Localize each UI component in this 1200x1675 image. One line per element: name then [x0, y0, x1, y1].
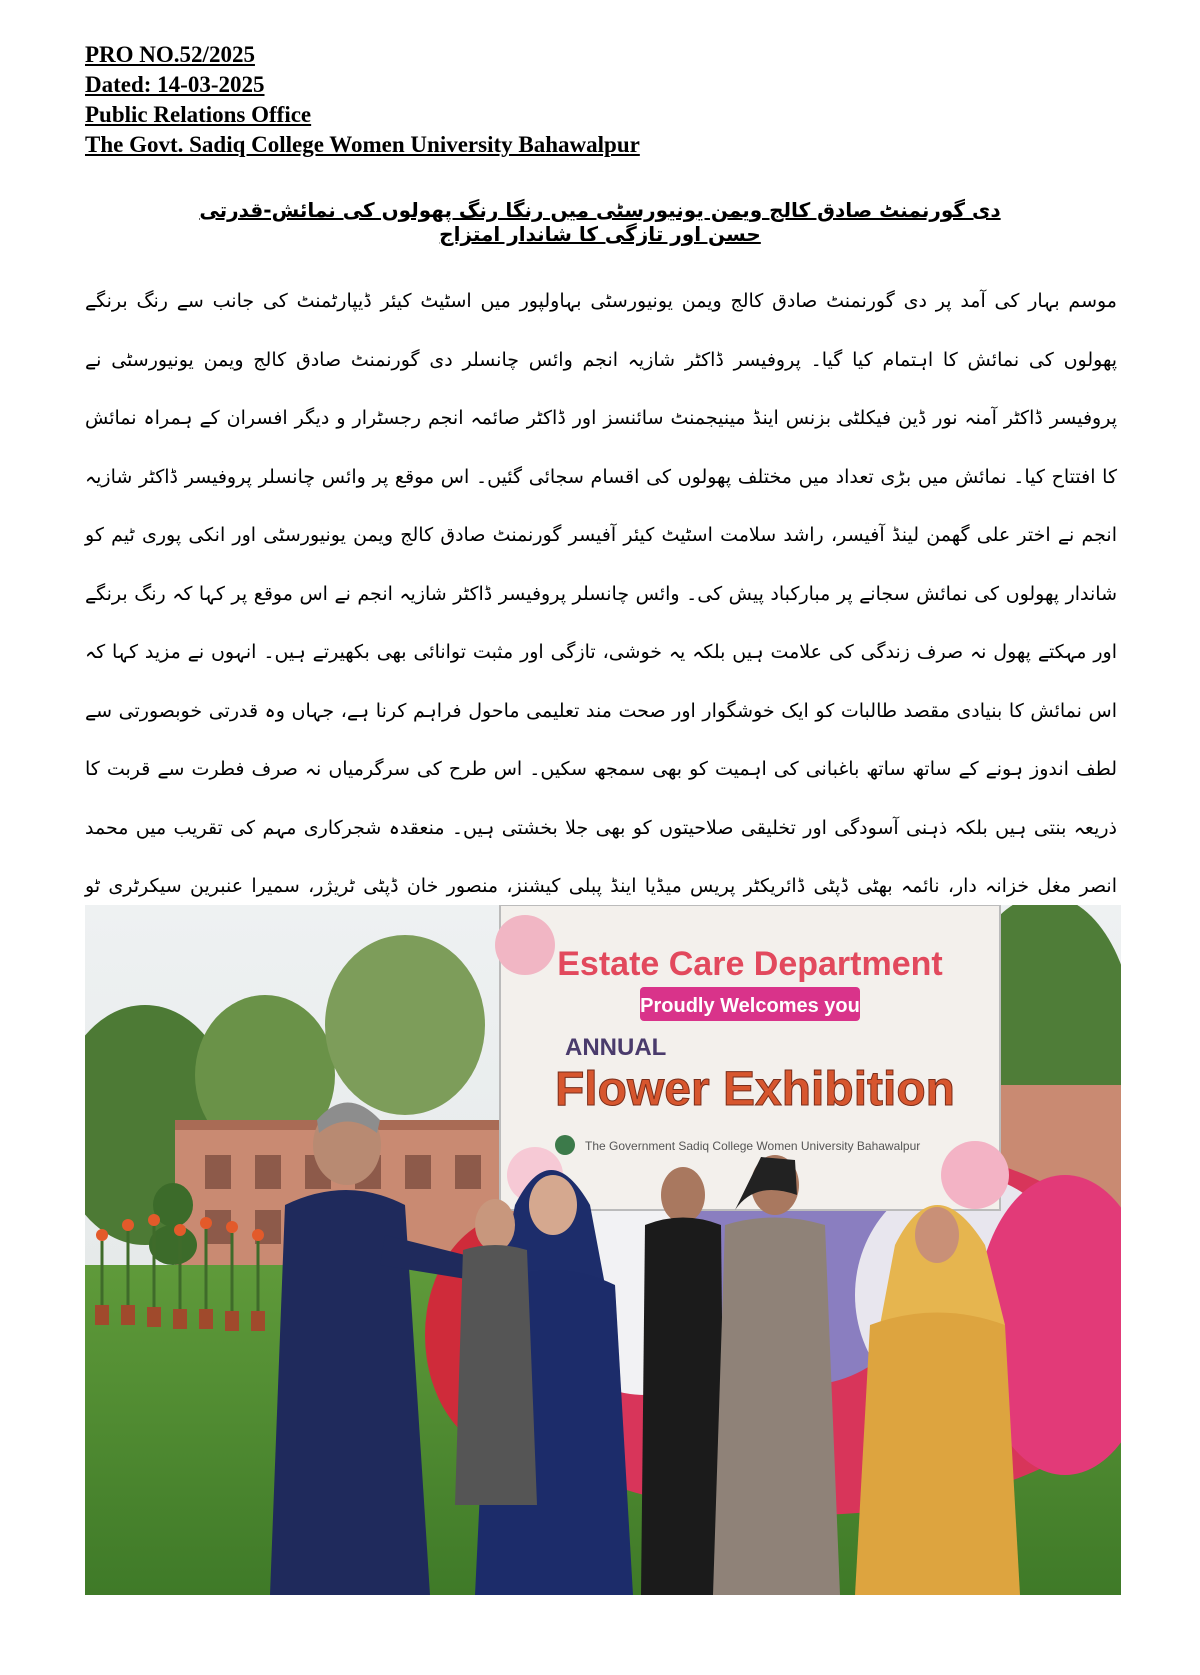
document-header [85, 40, 640, 160]
article-title: دی گورنمنٹ صادق کالج ویمن یونیورسٹی میں رنگا رنگ پھولوں کی نمائش-قدرتی حسن اور تازگی کا شاندار امتزاج [199, 198, 1001, 246]
banner-annual: ANNUAL [565, 1034, 667, 1061]
university-name: The Govt. Sadiq College Women University Bahawalpur [85, 132, 640, 157]
banner-department: Estate Care Department [557, 945, 943, 983]
banner-exhibition: Flower Exhibition [554, 1063, 956, 1116]
pro-number: PRO NO.52/2025 [85, 42, 255, 67]
event-photo [85, 905, 1121, 1595]
office-name: Public Relations Office [85, 102, 312, 127]
date-line: Dated: 14-03-2025 [85, 72, 265, 97]
article-body: موسم بہار کی آمد پر دی گورنمنٹ صادق کالج ویمن یونیورسٹی بہاولپور میں اسٹیٹ کیئر ڈیپارٹمنٹ کی جانب سے رنگ برنگے پھولوں کی نمائش کا اہتمام کیا گیا۔ پروفیسر ڈاکٹر شازیہ انجم وائس چانسلر دی گورنمنٹ صادق کالج ویمن یونیورسٹی نے پروفیسر ڈاکٹر آمنہ نور ڈین فیکلٹی بزنس اینڈ مینیجمنٹ سائنسز اور ڈاکٹر صائمہ انجم رجسٹرار و دیگر افسران کے ہمراہ نمائش کا افتتاح کیا۔ نمائش میں بڑی تعداد میں مختلف پھولوں کی اقسام سجائی گئیں۔ اس موقع پر وائس چانسلر پروفیسر ڈاکٹر شازیہ انجم نے اختر علی گھمن لینڈ آفیسر، راشد سلامت اسٹیٹ کیئر آفیسر گورنمنٹ صادق کالج ویمن یونیورسٹی اور انکی پوری ٹیم کو شاندار پھولوں کی نمائش سجانے پر مبارکباد پیش کی۔ وائس چانسلر پروفیسر ڈاکٹر شازیہ انجم نے اس موقع پر کہا کہ رنگ برنگے اور مہکتے پھول نہ صرف زندگی کی علامت ہیں بلکہ یہ خوشی، تازگی اور مثبت توانائی بھی بکھیرتے ہیں۔ انہوں نے مزید کہا کہ اس نمائش کا بنیادی مقصد طالبات کو ایک خوشگوار اور صحت مند تعلیمی ماحول فراہم کرنا ہے، جہاں وہ قدرتی خوبصورتی سے لطف اندوز ہونے کے ساتھ ساتھ باغبانی کی اہمیت کو بھی سمجھ سکیں۔ اس طرح کی سرگرمیاں نہ صرف فطرت سے قربت کا ذریعہ بنتی ہیں بلکہ ذہنی آسودگی اور تخلیقی صلاحیتوں کو بھی جلا بخشتی ہیں۔ منعقدہ شجرکاری مہم کی تقریب میں محمد انصر مغل خزانہ دار، نائمہ بھٹی ڈپٹی ڈائریکٹر پریس میڈیا اینڈ پبلی کیشنز، منصور خان ڈپٹی ٹریژر، سمیرا عنبرین سیکرٹری ٹو [85, 290, 1117, 897]
person-man-black [641, 1167, 725, 1595]
event-photo-svg [85, 905, 1121, 1595]
banner-welcome: Proudly Welcomes you [640, 995, 860, 1017]
banner-university: The Government Sadiq College Women University Bahawalpur [585, 1139, 921, 1153]
